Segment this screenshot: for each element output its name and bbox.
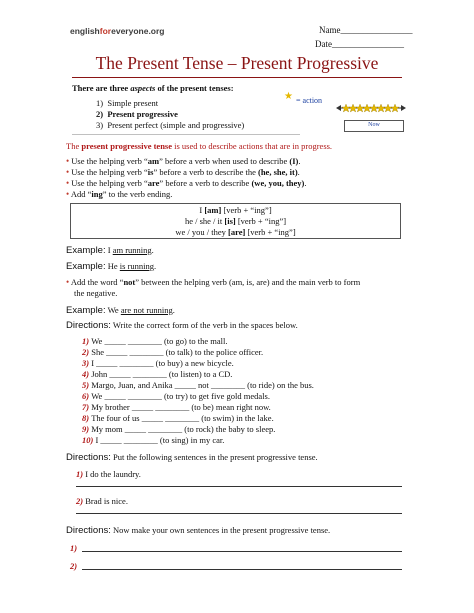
name-field-label: Name________________ (319, 25, 413, 35)
aspect-text: Simple present (107, 98, 159, 108)
exercise-item-1 (82, 336, 227, 347)
exercise-item-10 (82, 435, 224, 446)
directions-3 (66, 525, 330, 536)
formula-main-verb: [verb + “ing”] (245, 227, 296, 237)
formula-helping-verb: [is] (224, 216, 236, 226)
formula-helping-verb: [are] (228, 227, 246, 237)
title-divider (72, 77, 402, 78)
exercise-item-7 (82, 402, 271, 413)
example-text: We (105, 305, 121, 315)
exercise-number: 3) (82, 358, 90, 368)
legend-star-icon: ★ (284, 91, 293, 102)
exercise-number: 5) (82, 380, 90, 390)
exercise-number: 8) (82, 413, 90, 423)
aspects-intro-emphasis: aspects (130, 83, 156, 93)
formula-subject: he / she / it (184, 216, 225, 226)
usage-end: is used to describe actions that are in progress. (172, 141, 333, 151)
aspects-intro (72, 83, 234, 94)
site-logo (70, 26, 165, 36)
example-text: I (105, 245, 113, 255)
aspects-intro-end: of the present tenses: (155, 83, 234, 93)
own-sentence-number-1 (70, 543, 77, 554)
bullet-icon: • (66, 189, 70, 199)
negative-rule-keyword: not (123, 277, 136, 287)
exercise-text: Brad is nice. (85, 496, 128, 506)
rule-text: ” before a verb to describe the (153, 167, 258, 177)
aspect-item-3 (96, 120, 244, 131)
example-label: Example: (66, 261, 106, 272)
exercise-number: 4) (82, 369, 90, 379)
exercise-text: John _____ ________ (to listen) to a CD. (91, 369, 233, 379)
exercise-text: I do the laundry. (85, 469, 141, 479)
formula-box (70, 203, 401, 239)
own-sentence-line-1[interactable] (82, 551, 402, 552)
exercise-item-4 (82, 369, 232, 380)
formula-subject: we / you / they (175, 227, 228, 237)
rule-pronouns: (we, you, they) (251, 178, 305, 188)
rewrite-item-2 (76, 496, 128, 507)
exercise-text: Margo, Juan, and Anika _____ not ________ (to ride) on the bus. (91, 380, 314, 390)
rule-text: Add “ (70, 189, 92, 199)
example-1 (66, 245, 154, 256)
exercise-number: 1) (76, 469, 84, 479)
exercise-item-2 (82, 347, 263, 358)
exercise-text: The four of us _____ ________ (to swim) in the lake. (91, 413, 274, 423)
rule-text: . (297, 167, 300, 177)
rule-item-1 (66, 156, 301, 167)
exercise-number: 1) (82, 336, 90, 346)
exercise-number: 1) (70, 543, 78, 553)
exercise-item-3 (82, 358, 234, 369)
answer-line-1[interactable] (76, 486, 402, 487)
formula-subject: I (199, 205, 205, 215)
own-sentence-number-2 (70, 561, 77, 572)
date-field-label: Date________________ (315, 39, 404, 49)
negative-rule (66, 277, 360, 288)
rule-text: Use the helping verb “ (71, 167, 148, 177)
aspect-number: 1) (96, 98, 104, 108)
exercise-text: I _____ ________ (to sing) in my car. (95, 435, 225, 445)
timeline-arrow-icon (336, 102, 406, 114)
exercise-item-9 (82, 424, 275, 435)
example-label: Example: (66, 245, 106, 256)
rule-text: . (304, 178, 307, 188)
exercise-number: 6) (82, 391, 90, 401)
page-title: The Present Tense – Present Progressive (95, 53, 379, 73)
negative-rule-text: Add the word “ (70, 277, 124, 287)
own-sentence-line-2[interactable] (82, 569, 402, 570)
exercise-text: My mom _____ ________ (to rock) the baby to sleep. (91, 424, 276, 434)
aspects-intro-start: There are three (72, 83, 131, 93)
example-highlight: are not running (120, 305, 173, 315)
usage-start: The (66, 141, 82, 151)
rule-text: ” before a verb when used to describe (159, 156, 290, 166)
rule-text: ” before a verb to describe (159, 178, 252, 188)
example-highlight: is running (119, 261, 155, 271)
legend-action-label: = action (296, 96, 323, 105)
rule-item-3 (66, 178, 306, 189)
exercise-number: 9) (82, 424, 90, 434)
exercise-text: We _____ ________ (to go) to the mall. (91, 336, 228, 346)
usage-sentence (66, 141, 332, 152)
directions-text: Now make your own sentences in the present progressive tense. (110, 525, 331, 535)
example-text: . (154, 261, 157, 271)
exercise-number: 2) (82, 347, 90, 357)
formula-main-verb: [verb + “ing”] (235, 216, 287, 226)
aspect-text: Present progressive (107, 109, 178, 119)
formula-row-we (71, 227, 400, 238)
example-text: He (105, 261, 120, 271)
rule-pronouns: (he, she, it) (257, 167, 298, 177)
usage-term: present progressive tense (81, 141, 173, 151)
directions-text: Put the following sentences in the present progressive tense. (110, 452, 318, 462)
answer-line-2[interactable] (76, 513, 402, 514)
directions-2 (66, 452, 318, 463)
exercise-item-5 (82, 380, 314, 391)
logo-part-everyone: everyone.org (111, 26, 165, 36)
directions-label: Directions: (66, 452, 111, 463)
rule-text: ” to the verb ending. (102, 189, 173, 199)
directions-label: Directions: (66, 320, 111, 331)
exercise-number: 7) (82, 402, 90, 412)
formula-main-verb: [verb + “ing”] (221, 205, 272, 215)
formula-helping-verb: [am] (204, 205, 222, 215)
exercise-item-8 (82, 413, 274, 424)
bullet-icon: • (66, 156, 70, 166)
exercise-number: 10) (82, 435, 94, 445)
rule-item-4 (66, 189, 172, 200)
aspect-text: Present perfect (simple and progressive) (107, 120, 245, 130)
rule-verb: is (147, 167, 154, 177)
aspect-item-1 (96, 98, 158, 109)
negative-rule-continued: the negative. (74, 288, 118, 298)
aspect-item-2 (96, 109, 178, 120)
section-divider (72, 134, 300, 135)
logo-part-for: for (99, 26, 112, 36)
exercise-text: I _____ ________ (to buy) a new bicycle. (91, 358, 234, 368)
exercise-number: 2) (70, 561, 78, 571)
directions-text: Write the correct form of the verb in the spaces below. (110, 320, 298, 330)
bullet-icon: • (66, 167, 70, 177)
now-label: Now (368, 122, 380, 128)
rule-text: . (298, 156, 301, 166)
formula-row-i (71, 205, 400, 216)
rewrite-item-1 (76, 469, 141, 480)
example-2 (66, 261, 156, 272)
exercise-number: 2) (76, 496, 84, 506)
rule-suffix: ing (91, 189, 103, 199)
bullet-icon: • (66, 178, 70, 188)
exercise-text: She _____ ________ (to talk) to the police officer. (91, 347, 264, 357)
negative-rule-text: ” between the helping verb (am, is, are) and the main verb to form (135, 277, 361, 287)
logo-part-english: english (70, 26, 100, 36)
rule-text: Use the helping verb “ (71, 178, 148, 188)
example-label: Example: (66, 305, 106, 316)
rule-pronouns: (I) (289, 156, 299, 166)
directions-1 (66, 320, 298, 331)
rule-verb: are (147, 178, 160, 188)
example-highlight: am running (112, 245, 152, 255)
aspect-number: 2) (96, 109, 104, 119)
rule-item-2 (66, 167, 300, 178)
aspect-number: 3) (96, 120, 104, 130)
directions-label: Directions: (66, 525, 111, 536)
exercise-item-6 (82, 391, 270, 402)
example-negative (66, 305, 175, 316)
example-text: . (151, 245, 154, 255)
rule-verb: am (147, 156, 160, 166)
exercise-text: My brother _____ ________ (to be) mean right now. (91, 402, 271, 412)
rule-text: Use the helping verb “ (71, 156, 148, 166)
exercise-text: We _____ ________ (to try) to get five gold medals. (91, 391, 270, 401)
example-text: . (172, 305, 175, 315)
formula-row-he (71, 216, 400, 227)
bullet-icon: • (66, 277, 70, 287)
